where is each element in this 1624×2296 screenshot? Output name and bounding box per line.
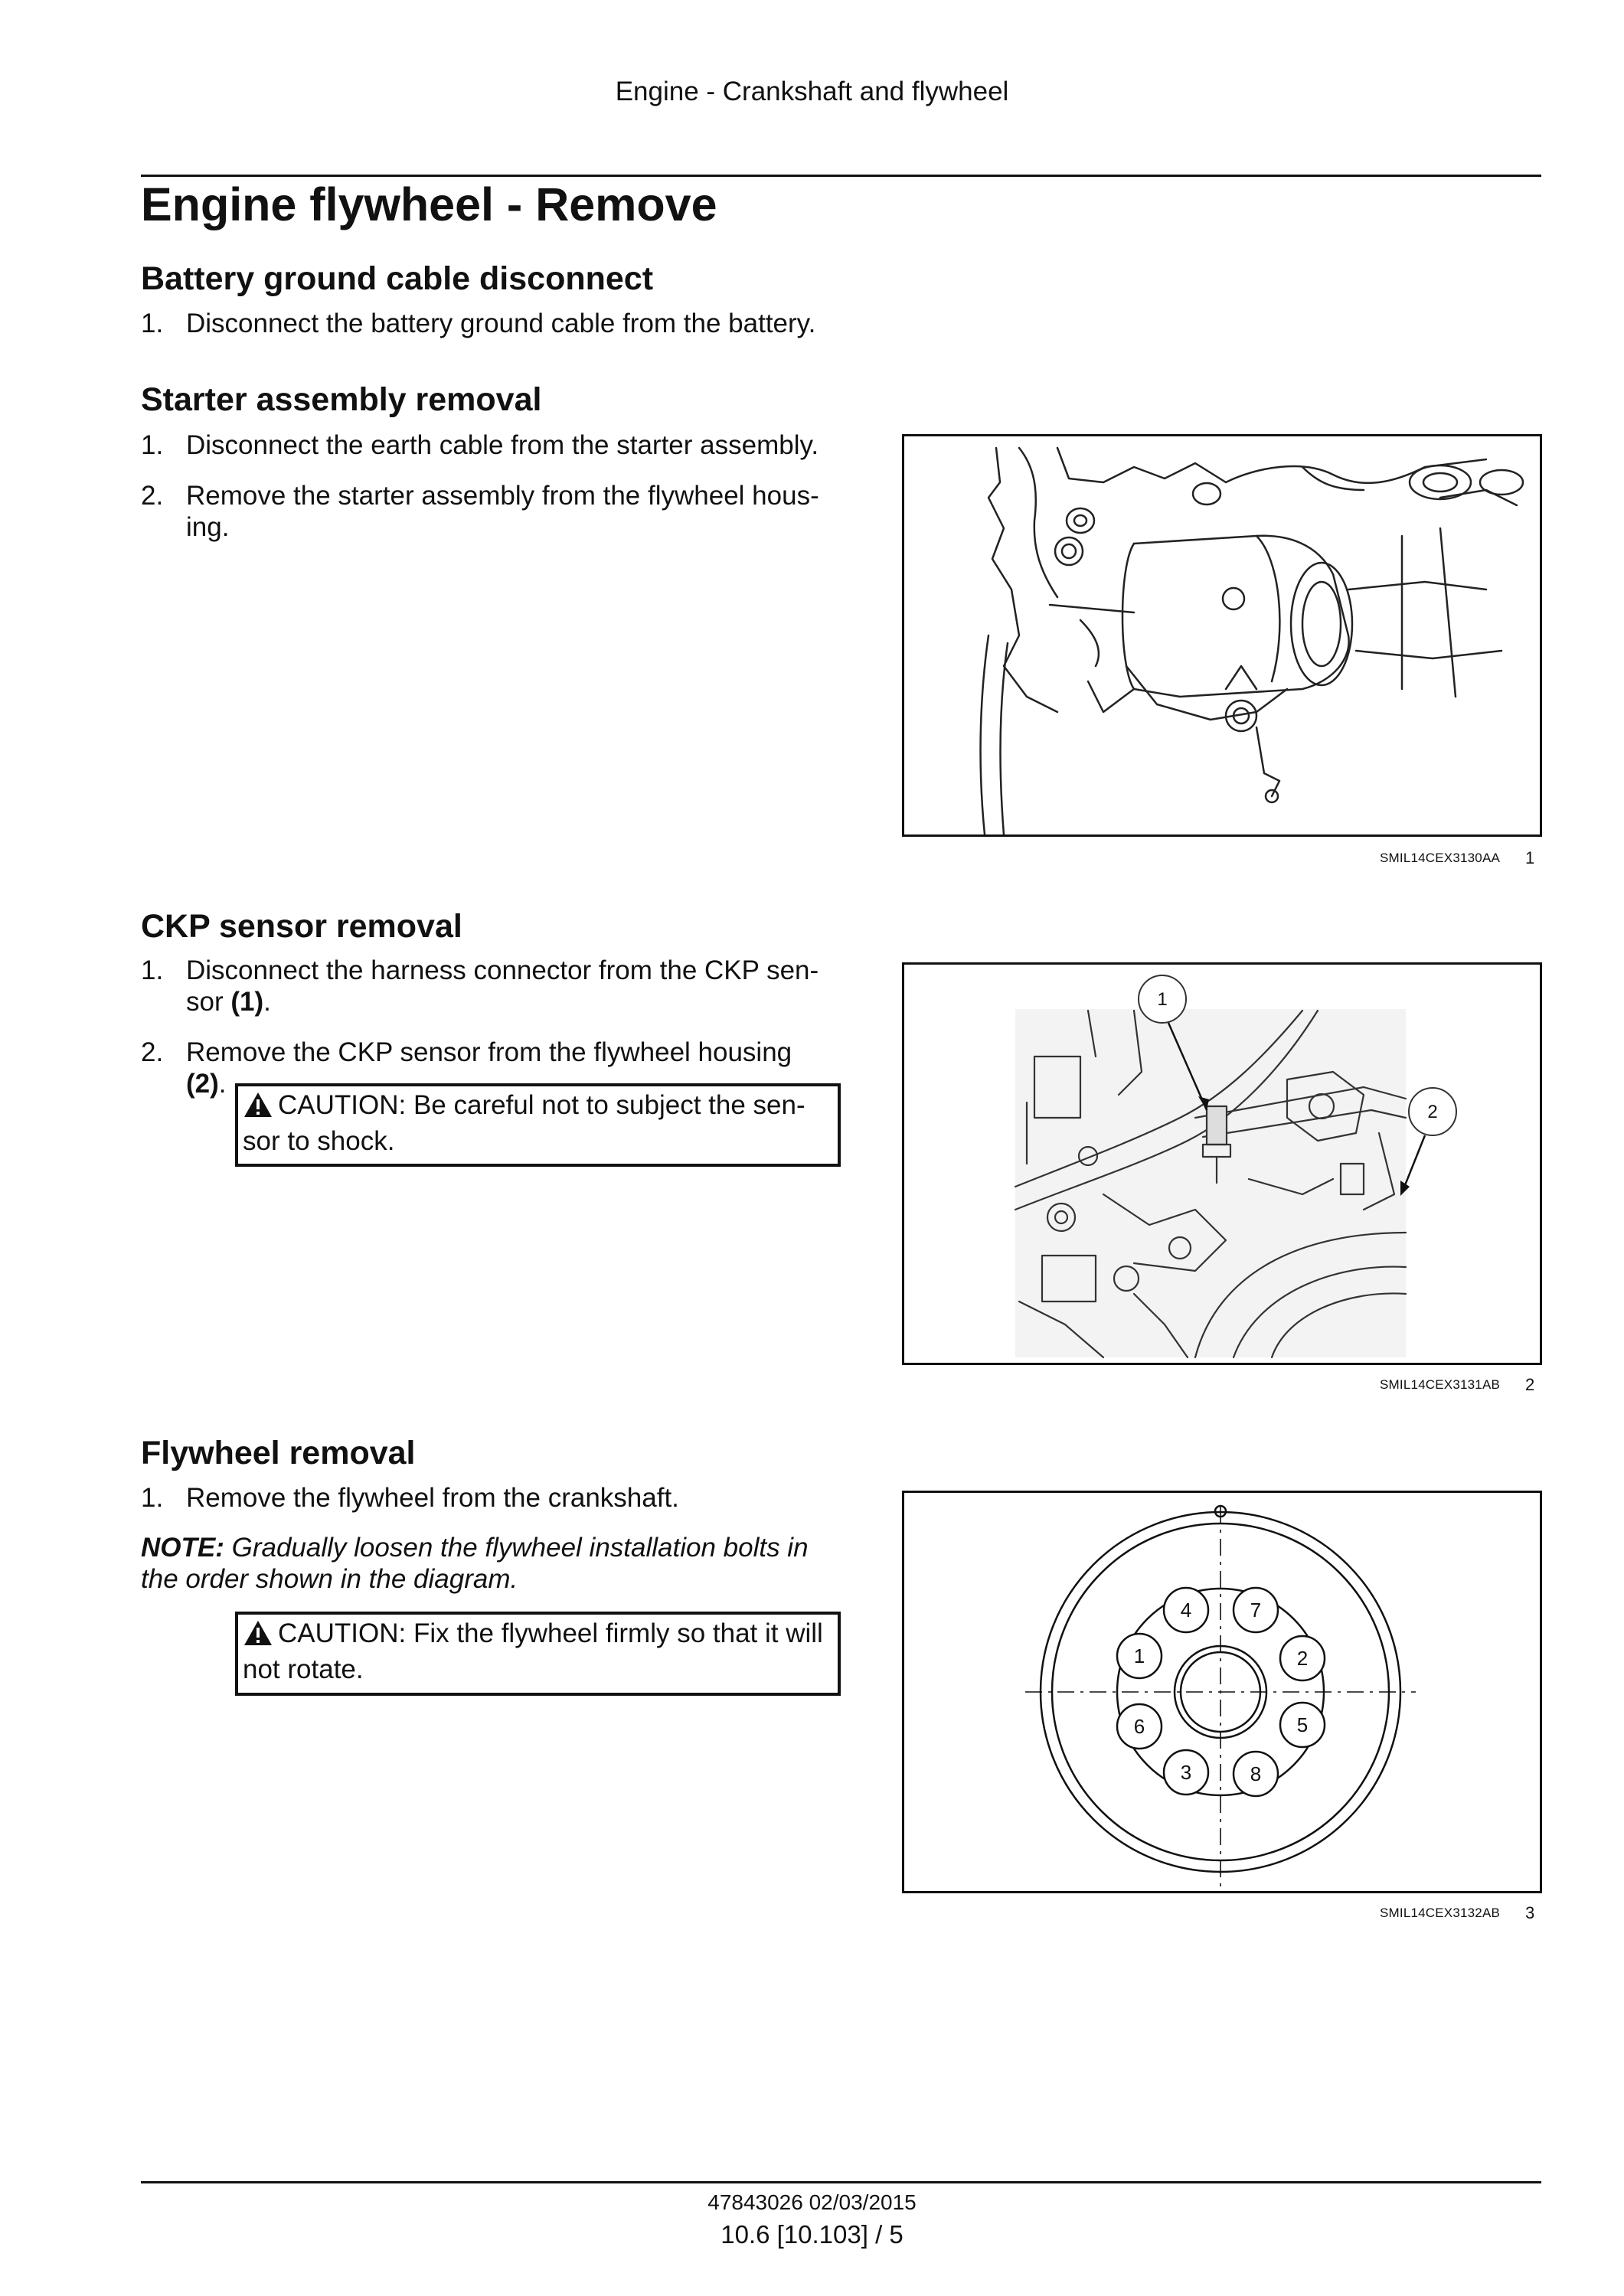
figure-caption: SMIL14CEX3132AB: [1380, 1906, 1501, 1920]
callout-label: 1: [1157, 989, 1168, 1010]
bolt-label: 3: [1180, 1761, 1192, 1784]
starter-assembly-illustration: [904, 436, 1540, 834]
caution-text: sor to shock.: [243, 1126, 395, 1156]
figure-ckp-sensor: [902, 962, 1542, 1365]
step-text: [186, 480, 837, 543]
figure-starter-assembly: [902, 434, 1542, 837]
warning-triangle-icon: [243, 1091, 273, 1125]
step-text-line: Remove the CKP sensor from the flywheel housing: [186, 1037, 792, 1067]
warning-triangle-icon: [243, 1619, 273, 1654]
ckp-sensor-illustration: [904, 965, 1540, 1363]
step-number: 2.: [141, 1037, 164, 1067]
step-text-line: Disconnect the harness connector from the CKP sen-: [186, 955, 819, 985]
bolt-label: 4: [1180, 1599, 1192, 1622]
caution-text: not rotate.: [243, 1654, 364, 1684]
step-text-line: ing.: [186, 512, 230, 542]
figure-flywheel-bolt-order: [902, 1491, 1542, 1893]
section-heading-ckp: CKP sensor removal: [141, 908, 462, 945]
step-text-line: Remove the starter assembly from the flywheel hous-: [186, 481, 819, 511]
step-number: 1.: [141, 309, 164, 338]
bolt-label: 7: [1250, 1599, 1262, 1622]
figure-caption: SMIL14CEX3130AA: [1380, 851, 1501, 865]
bolt-label: 2: [1296, 1647, 1309, 1670]
caution-box-ckp: [235, 1083, 841, 1167]
bolt-label: 6: [1133, 1715, 1145, 1738]
running-header: Engine - Crankshaft and flywheel: [615, 77, 1009, 106]
note-text: the order shown in the diagram.: [141, 1564, 518, 1594]
section-heading-flywheel: Flywheel removal: [141, 1435, 416, 1471]
step-number: 1.: [141, 430, 164, 460]
callout-ref: (1): [230, 987, 264, 1017]
callout-label: 2: [1427, 1102, 1438, 1122]
footer-rule: [141, 2181, 1541, 2183]
step-number: 2.: [141, 481, 164, 511]
section-heading-starter: Starter assembly removal: [141, 381, 542, 418]
caution-text: CAUTION: Be careful not to subject the sen-: [278, 1090, 805, 1120]
section-heading-battery: Battery ground cable disconnect: [141, 260, 654, 297]
step-text-line: sor: [186, 987, 231, 1017]
figure-number: 2: [1525, 1375, 1535, 1394]
note-text: Gradually loosen the flywheel installation bolts in: [231, 1533, 809, 1563]
flywheel-bolt-diagram: [904, 1493, 1540, 1891]
bolt-label: 8: [1250, 1762, 1262, 1785]
page-title: Engine flywheel - Remove: [141, 178, 717, 230]
caution-text: CAUTION: Fix the flywheel firmly so that it will: [278, 1618, 823, 1648]
note-label: NOTE:: [141, 1533, 224, 1563]
step-text: [186, 955, 837, 1017]
callout-ref: (2): [186, 1069, 219, 1099]
note: [141, 1532, 845, 1595]
step-number: 1.: [141, 955, 164, 985]
bolt-label: 5: [1296, 1713, 1309, 1736]
figure-number: 1: [1525, 848, 1535, 867]
step-number: 1.: [141, 1483, 164, 1513]
footer-page-reference: 10.6 [10.103] / 5: [721, 2220, 903, 2249]
step-text: Disconnect the battery ground cable from the battery.: [186, 309, 816, 338]
caution-box-flywheel: [235, 1612, 841, 1696]
step-text: Remove the flywheel from the crankshaft.: [186, 1483, 679, 1513]
figure-caption: SMIL14CEX3131AB: [1380, 1377, 1501, 1392]
header-rule: [141, 175, 1541, 177]
bolt-label: 1: [1133, 1644, 1145, 1667]
step-text: Disconnect the earth cable from the starter assembly.: [186, 430, 819, 460]
footer-doc-reference: 47843026 02/03/2015: [707, 2190, 917, 2214]
step-text-line: .: [218, 1069, 227, 1099]
figure-number: 3: [1525, 1903, 1535, 1922]
step-text-line: .: [263, 987, 271, 1017]
